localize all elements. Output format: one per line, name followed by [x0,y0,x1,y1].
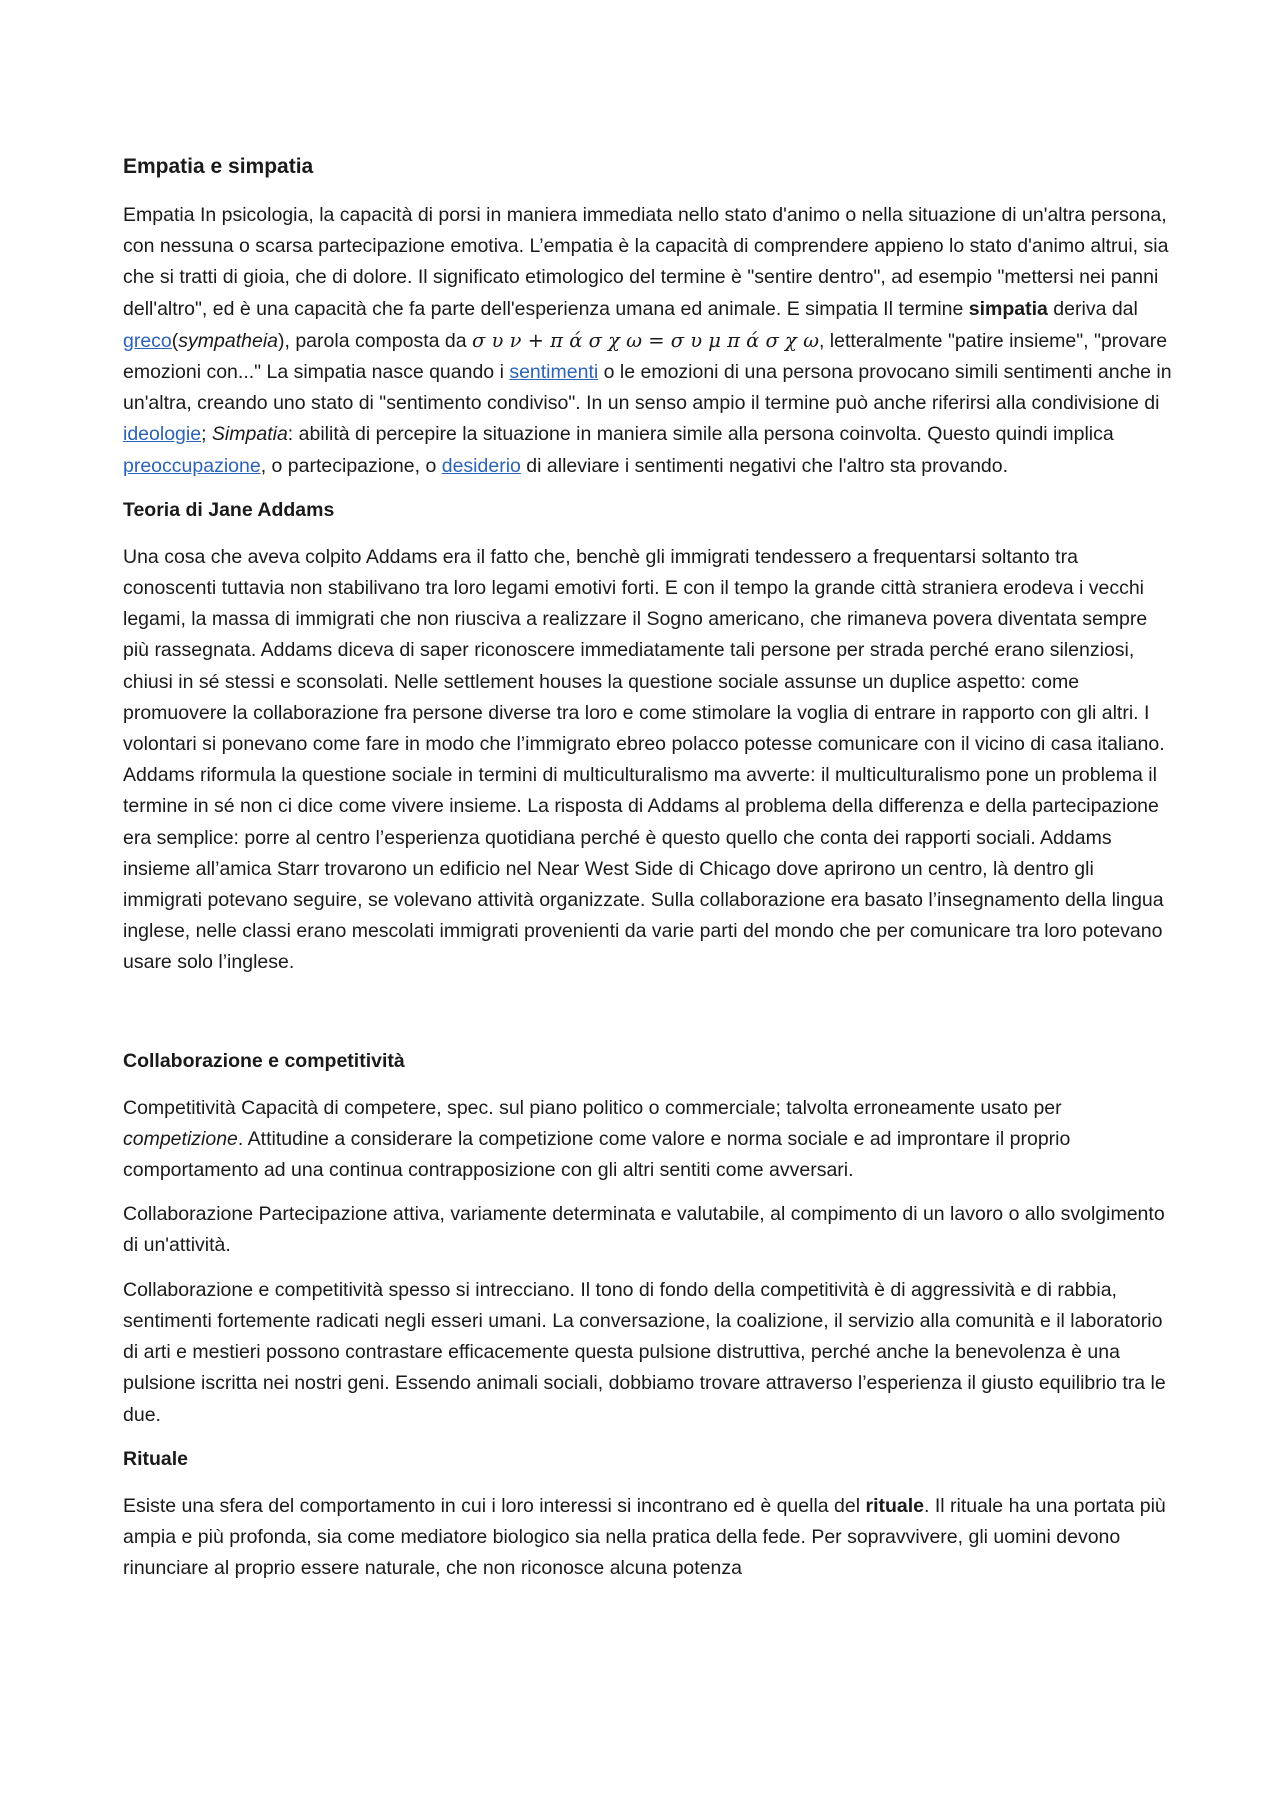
text-run: , letteralmente "patire insieme", "provare emozioni con..." La simpatia nasce quando i [123,329,1168,384]
blank-space [123,992,1173,1046]
paragraph-jane-addams: Una cosa che aveva colpito Addams era il fatto che, benchè gli immigrati tendessero a frequentarsi soltanto tra conoscenti tuttavia non stabilivano tra loro legami emotivi forti. E con il tempo la grande città straniera erodeva i vecchi legami, la massa di immigrati che non riusciva a realizzare il Sogno americano, che rimaneva povera diventata sempre più rassegnata. Addams diceva di saper riconoscere immediatamente tali persone per strada perché erano silenziosi, chiusi in sé stessi e sconsolati. Nelle settlement houses la questione sociale assunse un duplice aspetto: come promuovere la collaborazione fra persone diverse tra loro e come stimolare la voglia di entrare in rapporto con gli altri. I volontari si ponevano come fare in modo che l’immigrato ebreo polacco potesse comunicare con il vicino di casa italiano. Addams riformula la questione sociale in termini di multiculturalismo ma avverte: il multiculturalismo pone un problema il termine in sé non ci dice come vivere insieme. La risposta di Addams al problema della differenza e della partecipazione era semplice: porre al centro l’esperienza quotidiana perché è questo quello che conta dei rapporti sociali. Addams insieme all’amica Starr trovarono un edificio nel Near West Side di Chicago dove aprirono un centro, là dentro gli immigrati potevano seguire, se volevano attività organizzate. Sulla collaborazione era basato l’insegnamento della lingua inglese, nelle classi erano mescolati immigrati provenienti da varie parti del mondo che per comunicare tra loro potevano usare solo l’inglese. [123,545,1165,974]
text-run: . Attitudine a considerare la competizione come valore e norma sociale e ad improntare il proprio comportamento ad una continua contrapposizione con gli altri sentiti come avversari. [123,1127,1071,1182]
text-run: Empatia In psicologia, la capacità di porsi in maniera immediata nello stato d'animo o nella situazione di un'altra persona, con nessuna o scarsa partecipazione emotiva. L’empatia è la capacità di comprendere appieno lo stato d'animo altrui, sia che si tratti di gioia, che di dolore. Il significato etimologico del termine è "sentire dentro", ad esempio "mettersi nei panni dell'altro", ed è una capacità che fa parte dell'esperienza umana ed animale. E simpatia Il termine [123,204,1169,320]
paragraph-competitivita [123,1093,1173,1187]
greek-etymology: σ υ ν + π ά σ χ ω = σ υ μ π ά σ χ ω [472,328,819,352]
text-run: Esiste una sfera del comportamento in cui i loro interessi si incontrano ed è quella del [123,1494,866,1517]
bold-term-simpatia: simpatia [968,297,1048,320]
heading-rituale: Rituale [123,1447,189,1470]
heading-jane-addams: Teoria di Jane Addams [123,498,335,521]
italic-term-simpatia: Simpatia [211,423,288,446]
text-run: ( [171,329,179,352]
text-run: deriva dal [1047,297,1138,320]
paragraph-empatia [123,200,1173,482]
italic-term-sympatheia: sympatheia [178,329,278,352]
italic-term-competizione: competizione [123,1127,238,1150]
heading-collaborazione-competitivita: Collaborazione e competitività [123,1049,405,1072]
paragraph-collaborazione: Collaborazione Partecipazione attiva, variamente determinata e valutabile, al compimento di un lavoro o allo svolgimento di un'attività. [123,1203,1165,1257]
document-page [123,152,1173,1597]
text-run: : abilità di percepire la situazione in maniera simile alla persona coinvolta. Questo quindi implica [287,423,1114,446]
link-greco[interactable]: greco [123,329,172,352]
heading-empatia-simpatia: Empatia e simpatia [123,155,314,178]
link-ideologie[interactable]: ideologie [123,423,202,446]
text-run: ), parola composta da [278,329,473,352]
text-run: . Il rituale ha una portata più ampia e più profonda, sia come mediatore biologico sia nella pratica della fede. Per sopravvivere, gli uomini devono rinunciare al proprio essere naturale, che non riconosce alcuna potenza [123,1494,1166,1580]
text-run: di alleviare i sentimenti negativi che l'altro sta provando. [520,454,1009,477]
link-preoccupazione[interactable]: preoccupazione [123,454,261,477]
text-run: ; [201,423,212,446]
link-desiderio[interactable]: desiderio [441,454,521,477]
bold-term-rituale: rituale [865,1494,925,1517]
paragraph-intreccio: Collaborazione e competitività spesso si intrecciano. Il tono di fondo della competitività è di aggressività e di rabbia, sentimenti fortemente radicati negli esseri umani. La conversazione, la coalizione, il servizio alla comunità e il laboratorio di arti e mestieri possono contrastare efficacemente questa pulsione distruttiva, perché anche la benevolenza è una pulsione iscritta nei nostri geni. Essendo animali sociali, dobbiamo trovare attraverso l’esperienza il giusto equilibrio tra le due. [123,1278,1166,1426]
text-run: Competitività Capacità di competere, spec. sul piano politico o commerciale; talvolta erroneamente usato per [123,1096,1062,1119]
link-sentimenti[interactable]: sentimenti [509,361,599,384]
text-run: , o partecipazione, o [260,454,442,477]
paragraph-rituale [123,1491,1173,1585]
text-run: o le emozioni di una persona provocano simili sentimenti anche in un'altra, creando uno stato di "sentimento condiviso". In un senso ampio il termine può anche riferirsi alla condivisione di [123,361,1172,415]
